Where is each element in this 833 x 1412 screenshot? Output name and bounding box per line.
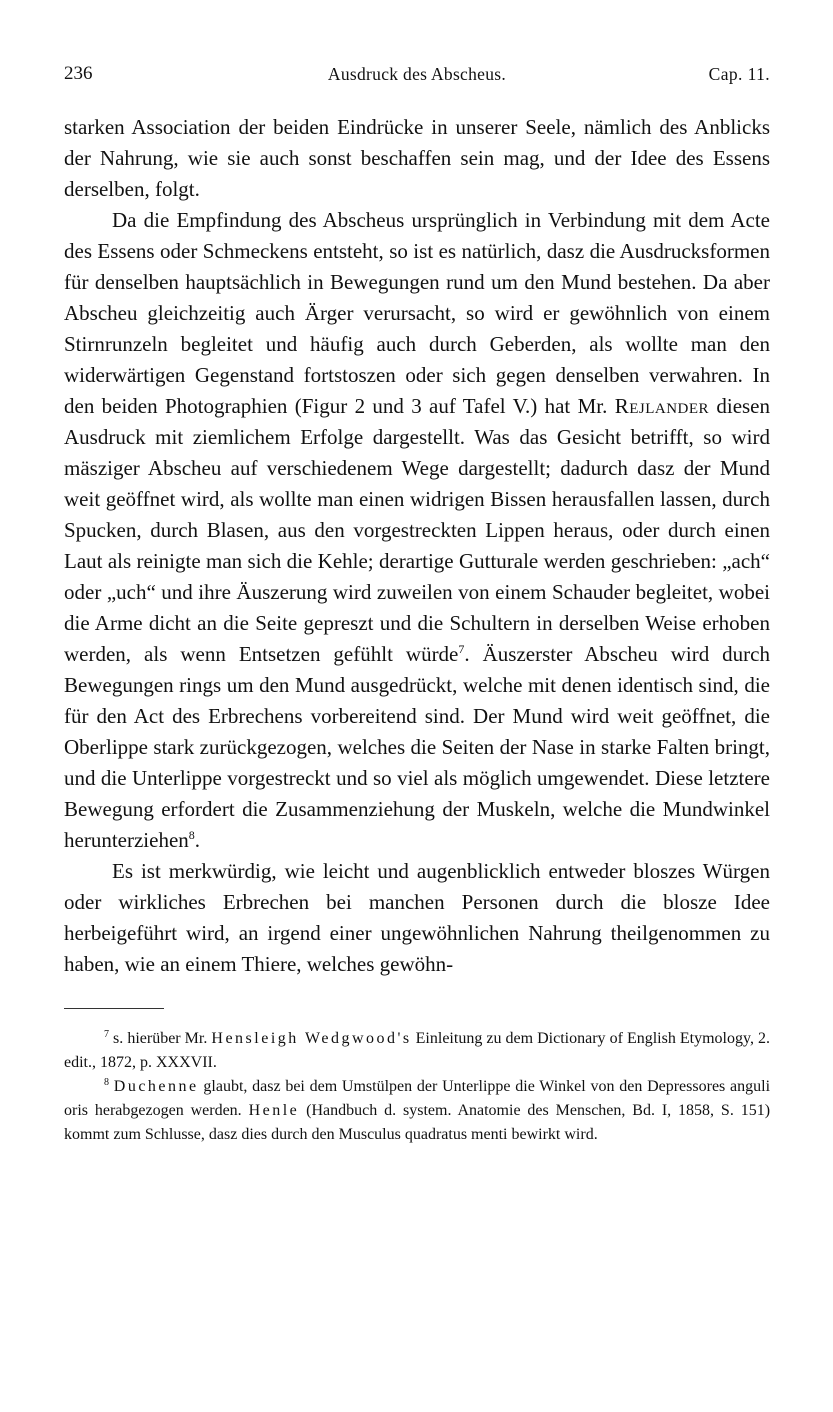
footnote-7-text-b: Einleitung zu dem Dictionary of English Etymology, 2. edit., 1872, p. XXXVII. <box>64 1030 770 1071</box>
footnote-ref-7[interactable]: 7 <box>458 642 465 656</box>
page-number: 236 <box>64 63 93 84</box>
footnotes <box>64 1027 770 1147</box>
paragraph-2-end: . <box>194 828 201 852</box>
paragraph-1: starken Association der beiden Eindrücke in unserer Seele, nämlich des Anblicks der Nahrung, wie sie auch sonst beschaffen sein mag, und der Idee des Essens derselben, folgt. <box>64 115 770 201</box>
book-page <box>64 58 770 1147</box>
paragraph-2 <box>64 205 770 856</box>
footnote-8-text-b: (Handbuch d. system. Anatomie des Menschen, Bd. I, 1858, S. 151) kommt zum Schlusse, dasz dies durch den Musculus quadratus menti bewirkt wird. <box>64 1102 771 1143</box>
footnote-7-text-a: s. hierüber Mr. <box>113 1030 208 1047</box>
paragraph-3: Es ist merkwürdig, wie leicht und augenblicklich entweder bloszes Würgen oder wirkliches Erbrechen bei manchen Personen durch die blosze Idee herbeigeführt wird, an irgend einer ungewöhnlichen Nahrung theilgenommen zu haben, wie an einem Thiere, welches gewöhn- <box>64 859 770 976</box>
footnote-separator <box>64 1008 164 1009</box>
chapter-label: Cap. 11. <box>708 64 770 84</box>
footnote-8 <box>64 1075 770 1147</box>
author-name-rejlander: Rejlander <box>614 394 710 418</box>
paragraph-2-text-c: . Äuszerster Abscheu wird durch Bewegungen rings um den Mund ausgedrückt, welche mit denen identisch sind, die für den Act des Erbrechens vorbereitend sind. Der Mund wird weit geöffnet, die Oberlippe stark zurückgezogen, welches die Seiten der Nase in starke Falten bringt, und die Unterlippe vorgestreckt und so viel als möglich umgewendet. Diese letztere Bewegung erfordert die Zusammenziehung der Muskeln, welche die Mundwinkel herunterziehen <box>64 642 770 852</box>
footnote-marker-7: 7 <box>104 1029 109 1040</box>
footnote-7 <box>64 1027 770 1075</box>
paragraph-2-text-b: diesen Ausdruck mit ziemlichem Erfolge dargestellt. Was das Gesicht betrifft, so wird mäsziger Abscheu auf verschiedenem Wege dargestellt; dadurch dasz der Mund weit geöffnet wird, als wollte man einen widrigen Bissen herausfallen lassen, durch Spucken, durch Blasen, aus den vorgestreckten Lippen heraus, oder durch einen Laut als reinigte man sich die Kehle; derartige Gutturale werden geschrieben: „ach“ oder „uch“ und ihre Äuszerung wird zuweilen von einem Schauder begleitet, wobei die Arme dicht an die Seite gepreszt und die Schultern in derselben Weise erhoben werden, als wenn Entsetzen gefühlt würde <box>64 394 771 666</box>
footnote-marker-8: 8 <box>104 1077 109 1088</box>
footnote-8-author-duchenne: Duchenne <box>113 1078 199 1095</box>
body-text <box>64 112 770 980</box>
footnote-ref-8[interactable]: 8 <box>188 828 195 842</box>
footnote-7-author: Hensleigh Wedgwood's <box>211 1030 412 1047</box>
footnote-8-author-henle: Henle <box>248 1102 300 1119</box>
running-head <box>64 58 770 90</box>
running-title: Ausdruck des Abscheus. <box>327 64 507 84</box>
paragraph-2-text-a: Da die Empfindung des Abscheus ursprünglich in Verbindung mit dem Acte des Essens oder Schmeckens entsteht, so ist es natürlich, dasz die Ausdrucksformen für denselben hauptsächlich in Bewegungen rund um den Mund bestehen. Da aber Abscheu gleichzeitig auch Ärger verursacht, so wird er gewöhnlich von einem Stirnrunzeln begleitet und häufig auch durch Geberden, als wollte man den widerwärtigen Gegenstand fortstoszen oder sich gegen denselben verwahren. In den beiden Photographien (Figur 2 und 3 auf Tafel V.) hat Mr. <box>64 208 770 418</box>
footnote-8-text-a: glaubt, dasz bei dem Umstülpen der Unterlippe die Winkel von den Depressores anguli oris herabgezogen werden. <box>64 1078 771 1119</box>
